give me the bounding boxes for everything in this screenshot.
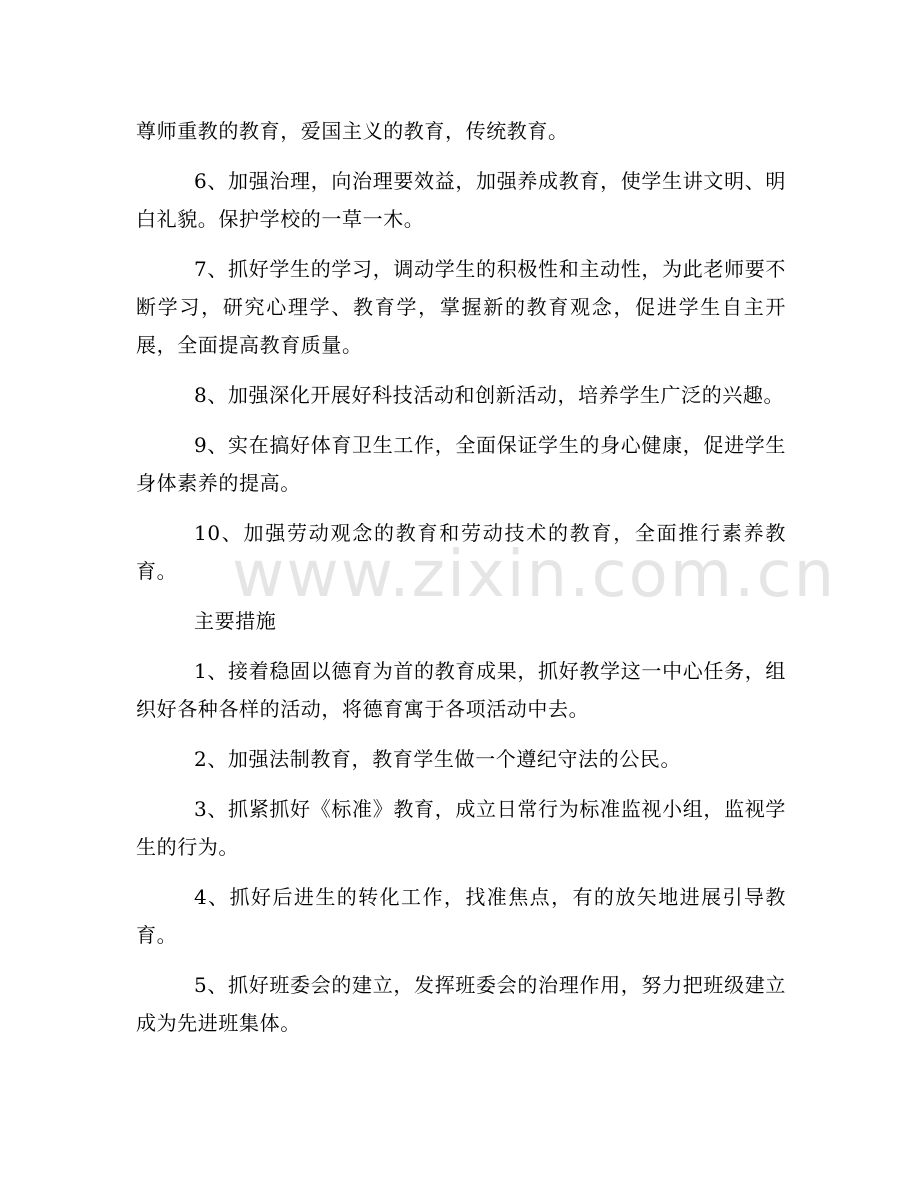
paragraph: 6、加强治理，向治理要效益，加强养成教育，使学生讲文明、明白礼貌。保护学校的一草一木。 (136, 169, 786, 231)
paragraph: 9、实在搞好体育卫生工作，全面保证学生的身心健康，促进学生身体素养的提高。 (136, 433, 786, 495)
paragraph: 8、加强深化开展好科技活动和创新活动，培养学生广泛的兴趣。 (194, 383, 785, 407)
paragraph: 5、抓好班委会的建立，发挥班委会的治理作用，努力把班级建立成为先进班集体。 (136, 973, 786, 1035)
paragraph: 尊师重教的教育，爱国主义的教育，传统教育。 (136, 119, 569, 143)
section-heading: 主要措施 (194, 609, 277, 633)
paragraph: 1、接着稳固以德育为首的教育成果，抓好教学这一中心任务，组织好各种各样的活动，将德育寓于各项活动中去。 (136, 659, 786, 721)
paragraph: 2、加强法制教育，教育学生做一个遵纪守法的公民。 (194, 747, 682, 771)
paragraph: 10、加强劳动观念的教育和劳动技术的教育，全面推行素养教育。 (136, 521, 786, 583)
paragraph: 3、抓紧抓好《标准》教育，成立日常行为标准监视小组，监视学生的行为。 (136, 797, 786, 859)
paragraph: 7、抓好学生的学习，调动学生的积极性和主动性，为此老师要不断学习，研究心理学、教育学，掌握新的教育观念，促进学生自主开展，全面提高教育质量。 (136, 257, 786, 357)
paragraph: 4、抓好后进生的转化工作，找准焦点，有的放矢地进展引导教育。 (136, 885, 786, 947)
watermark: www.zixin.com.cn (232, 538, 837, 612)
